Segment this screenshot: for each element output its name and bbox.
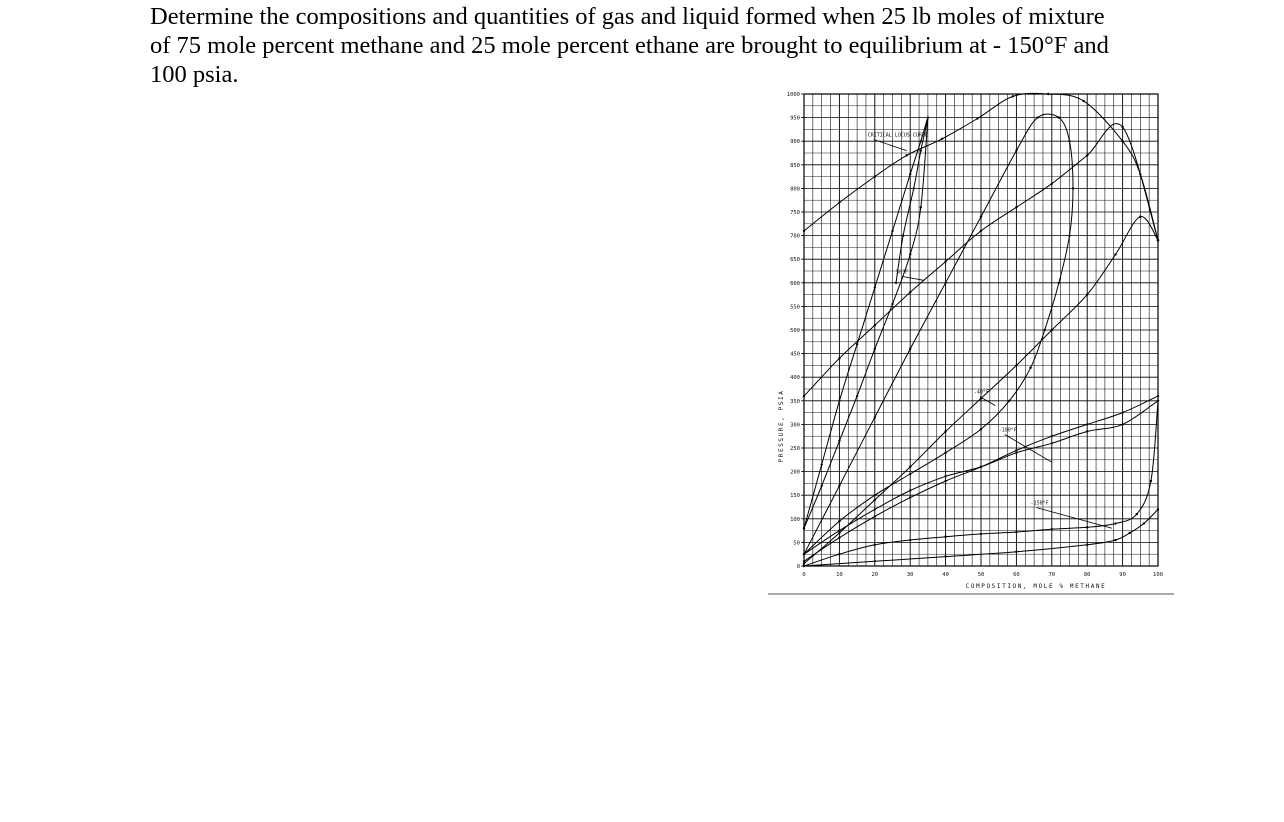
- curve-4-point: [1008, 400, 1010, 402]
- y-tick-label: 300: [790, 422, 800, 429]
- x-tick-label: 90: [1119, 572, 1126, 578]
- curve-4-point: [980, 216, 982, 218]
- curve-9-point: [1086, 526, 1088, 528]
- curve-8-point: [1121, 423, 1123, 425]
- curve-5-point: [980, 230, 982, 232]
- curve-2-point: [838, 400, 840, 402]
- curve-1-point: [838, 201, 840, 203]
- curve-7-point: [1157, 395, 1159, 397]
- curve-5-point: [838, 357, 840, 359]
- curve-2-point: [874, 286, 876, 288]
- curve-9-point: [874, 544, 876, 546]
- x-tick-label: 50: [977, 572, 985, 578]
- curve-9-point: [1157, 400, 1159, 402]
- curve-4-point: [874, 416, 876, 418]
- curve-4-point: [1058, 282, 1060, 284]
- curve-2-point: [821, 463, 823, 465]
- x-tick-label: 10: [836, 572, 843, 578]
- x-tick-label: 20: [871, 572, 879, 578]
- problem-statement: [150, 2, 1160, 89]
- curve-1-point: [1047, 93, 1049, 95]
- curve-5-point: [944, 260, 946, 262]
- curve-6-point: [1086, 293, 1088, 295]
- curve-3-point: [856, 395, 858, 397]
- curve-5-point: [909, 291, 911, 293]
- y-tick-label: 750: [790, 210, 800, 216]
- curve-10-point: [1114, 539, 1116, 541]
- curve-4-point: [944, 282, 946, 284]
- curve-5-point: [1121, 126, 1123, 128]
- y-axis-title: PRESSURE, PSIA: [778, 389, 785, 463]
- annotation-leader: [902, 276, 924, 280]
- curve-2-point: [891, 230, 893, 232]
- curve-6-point: [1114, 253, 1116, 255]
- curve-4-point: [838, 520, 840, 522]
- annotation-label: -150°F: [1030, 500, 1049, 507]
- curve-6-point: [803, 562, 805, 564]
- curve-2-point: [909, 173, 911, 175]
- curve-7-point: [838, 536, 840, 538]
- curve-3-point: [874, 348, 876, 350]
- curve-4-point: [944, 452, 946, 454]
- y-tick-label: 550: [790, 304, 800, 311]
- curve-10-point: [874, 560, 876, 562]
- curve-6-point: [1015, 364, 1017, 366]
- curve-8-point: [980, 466, 982, 468]
- curve-8-point: [874, 508, 876, 510]
- curve-4-point: [1044, 329, 1046, 331]
- curve-4: [804, 114, 1073, 554]
- curve-4-point: [1068, 234, 1070, 236]
- annotation-label: CRITICAL LOCUS CURVE: [867, 132, 928, 139]
- curve-1-point: [905, 154, 907, 156]
- curve-7-point: [874, 515, 876, 517]
- y-tick-label: 450: [790, 351, 800, 358]
- curve-3-point: [891, 303, 893, 305]
- curve-1-point: [803, 230, 805, 232]
- curve-6-point: [1051, 329, 1053, 331]
- curve-7-point: [1015, 449, 1017, 451]
- x-tick-label: 30: [906, 572, 914, 578]
- curve-2-point: [902, 234, 904, 236]
- curve-2-point: [920, 149, 922, 151]
- curve-4-point: [980, 428, 982, 430]
- curve-7-point: [909, 496, 911, 498]
- curve-10-point: [944, 555, 946, 557]
- grid: [804, 94, 1158, 566]
- curve-7-point: [1121, 411, 1123, 413]
- y-tick-label: 850: [790, 162, 800, 169]
- curve-1-point: [976, 117, 978, 119]
- problem-line-2: of 75 mole percent methane and 25 mole percent ethane are brought to equilibrium at - 150°F and: [150, 32, 1109, 59]
- y-tick-label: 0: [796, 564, 800, 570]
- y-tick-label: 400: [790, 375, 800, 382]
- curve-6-point: [874, 499, 876, 501]
- annotation-label: -100°F: [998, 427, 1017, 434]
- curve-4-point: [1072, 187, 1074, 189]
- curve-10-point: [1143, 522, 1145, 524]
- x-tick-label: 0: [802, 572, 806, 578]
- x-tick-label: 100: [1153, 572, 1163, 578]
- curve-6-point: [838, 532, 840, 534]
- curve-9-point: [1015, 531, 1017, 533]
- curve-4-point: [909, 473, 911, 475]
- curve-1-point: [941, 138, 943, 140]
- y-tick-label: 1000: [786, 92, 800, 98]
- curve-3-point: [838, 440, 840, 442]
- curve-5-point: [803, 395, 805, 397]
- y-tick-label: 600: [790, 280, 800, 287]
- curve-5-point: [1015, 206, 1017, 208]
- curve-9-point: [944, 536, 946, 538]
- curve-9-point: [1136, 513, 1138, 515]
- curve-3-point: [927, 116, 929, 118]
- y-tick-label: 250: [790, 446, 800, 452]
- curve-9-point: [838, 553, 840, 555]
- x-tick-label: 60: [1013, 572, 1020, 578]
- curve-4-point: [874, 494, 876, 496]
- problem-line-3: 100 psia.: [150, 61, 239, 88]
- y-tick-label: 900: [790, 139, 800, 146]
- curve-9-point: [1114, 522, 1116, 524]
- x-tick-label: 40: [942, 572, 949, 578]
- curve-2-point: [920, 140, 922, 142]
- y-tick-label: 650: [790, 257, 800, 264]
- x-tick-label: 70: [1048, 572, 1056, 578]
- curve-3-point: [920, 206, 922, 208]
- curve-8-point: [803, 553, 805, 555]
- curve-5-point: [1051, 182, 1053, 184]
- y-tick-label: 350: [790, 398, 800, 405]
- annotation-label: 50°F: [896, 269, 909, 276]
- curve-2-point: [856, 343, 858, 345]
- curve-7-point: [803, 560, 805, 562]
- y-tick-label: 100: [790, 516, 800, 523]
- x-axis-title: COMPOSITION, MOLE % METHANE: [965, 583, 1107, 590]
- annotation-leader: [1037, 508, 1112, 529]
- curve-4-point: [838, 485, 840, 487]
- curve-1-point: [1012, 95, 1014, 97]
- curve-6-point: [1139, 216, 1141, 218]
- x-tick-label: 80: [1083, 572, 1091, 578]
- curve-7-point: [944, 480, 946, 482]
- curve-8-point: [1051, 442, 1053, 444]
- methane-ethane-phase-diagram: [766, 86, 1176, 598]
- chart-svg: [766, 86, 1176, 598]
- curve-5-point: [1086, 154, 1088, 156]
- curve-4-point: [1058, 116, 1060, 118]
- curve-4-point: [909, 348, 911, 350]
- curve-10-point: [1015, 551, 1017, 553]
- curve-9-point: [909, 539, 911, 541]
- curve-10-point: [1086, 544, 1088, 546]
- curve-7-point: [1086, 423, 1088, 425]
- curve-3-point: [821, 485, 823, 487]
- y-tick-label: 800: [790, 186, 800, 193]
- curve-8-point: [944, 475, 946, 477]
- curve-6-point: [909, 466, 911, 468]
- curve-1-point: [874, 175, 876, 177]
- curve-8-point: [909, 489, 911, 491]
- curve-1-point: [1121, 140, 1123, 142]
- curve-10-point: [1128, 532, 1130, 534]
- curve-5-point: [874, 324, 876, 326]
- curve-4-point: [1029, 367, 1031, 369]
- curve-3-point: [803, 527, 805, 529]
- curve-2-point: [913, 187, 915, 189]
- curve-10-point: [1157, 508, 1159, 510]
- curve-6-point: [944, 430, 946, 432]
- curve-3-point: [909, 253, 911, 255]
- y-tick-label: 150: [790, 493, 800, 500]
- y-tick-label: 50: [793, 540, 800, 547]
- y-tick-label: 700: [790, 233, 800, 240]
- curve-4-point: [1036, 116, 1038, 118]
- y-tick-label: 500: [790, 328, 800, 334]
- curve-8-point: [1086, 430, 1088, 432]
- curve-9-point: [980, 533, 982, 535]
- problem-line-1: Determine the compositions and quantities of gas and liquid formed when 25 lb moles of mixture: [150, 3, 1105, 30]
- curve-9-point: [1051, 528, 1053, 530]
- curve-2-point: [895, 282, 897, 284]
- curve-4-point: [1068, 140, 1070, 142]
- y-tick-label: 950: [790, 115, 800, 122]
- curve-4-point: [1015, 149, 1017, 151]
- y-tick-label: 200: [790, 469, 800, 476]
- curve-6-point: [1157, 239, 1159, 241]
- curve-7-point: [1051, 435, 1053, 437]
- curve-9-point: [1150, 480, 1152, 482]
- curve-8-point: [1015, 452, 1017, 454]
- curve-8-point: [838, 529, 840, 531]
- curve-1-point: [1082, 100, 1084, 102]
- annotation-label: -40°F: [973, 389, 989, 396]
